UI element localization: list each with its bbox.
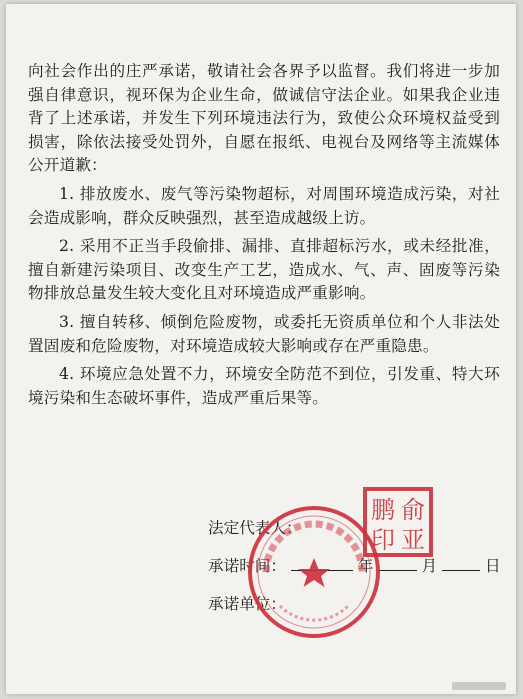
seal-char-yu: 俞 — [401, 496, 425, 524]
footer-watermark — [452, 682, 506, 690]
month-blank — [379, 556, 417, 571]
intro-paragraph: 向社会作出的庄严承诺，敬请社会各界予以监督。我们将进一步加强自律意识，视环保为企业生命，做诚信守法企业。如果我企业违背了上述承诺，并发生下列环境违法行为，致使公众环境权益受到损害，除依法接受处罚外，自愿在报纸、电视台及网络等主流媒体公开道歉： — [28, 62, 500, 175]
legal-representative-label: 法定代表人： — [208, 519, 302, 537]
seal-char-peng: 鹏 — [371, 496, 395, 524]
commitment-date-label: 承诺时间： — [208, 557, 286, 575]
day-label: 日 — [485, 557, 501, 575]
item-2-paragraph: 2. 采用不正当手段偷排、漏排、直排超标污水，或未经批准，擅自新建污染项目、改变生产工艺，造成水、气、声、固废等污染物排放总量发生较大变化且对环境造成严重影响。 — [28, 237, 500, 303]
seal-char-ya: 亚 — [401, 526, 425, 554]
seal-char-yin: 印 — [371, 526, 395, 554]
day-blank — [442, 556, 480, 571]
commitment-unit-label: 承诺单位： — [208, 595, 286, 613]
year-label: 年 — [357, 557, 374, 575]
document-page — [6, 4, 516, 694]
seal-bottom-arc — [280, 606, 348, 620]
document-body — [28, 60, 500, 415]
item-3-paragraph: 3. 擅自转移、倾倒危险废物，或委托无资质单位和个人非法处置固废和危险废物，对环境造成较大影响或存在严重隐患。 — [28, 312, 500, 355]
month-label: 月 — [421, 557, 438, 575]
seal-star — [298, 558, 330, 587]
item-4-paragraph: 4. 环境应急处置不力，环境安全防范不到位，引发重、特大环境污染和生态破坏事件，造成严重后果等。 — [28, 365, 500, 407]
item-1-paragraph: 1. 排放废水、废气等污染物超标，对周围环境造成污染，对社会造成影响，群众反映强烈，甚至造成越级上访。 — [28, 184, 500, 227]
personal-seal-icon — [362, 486, 434, 558]
